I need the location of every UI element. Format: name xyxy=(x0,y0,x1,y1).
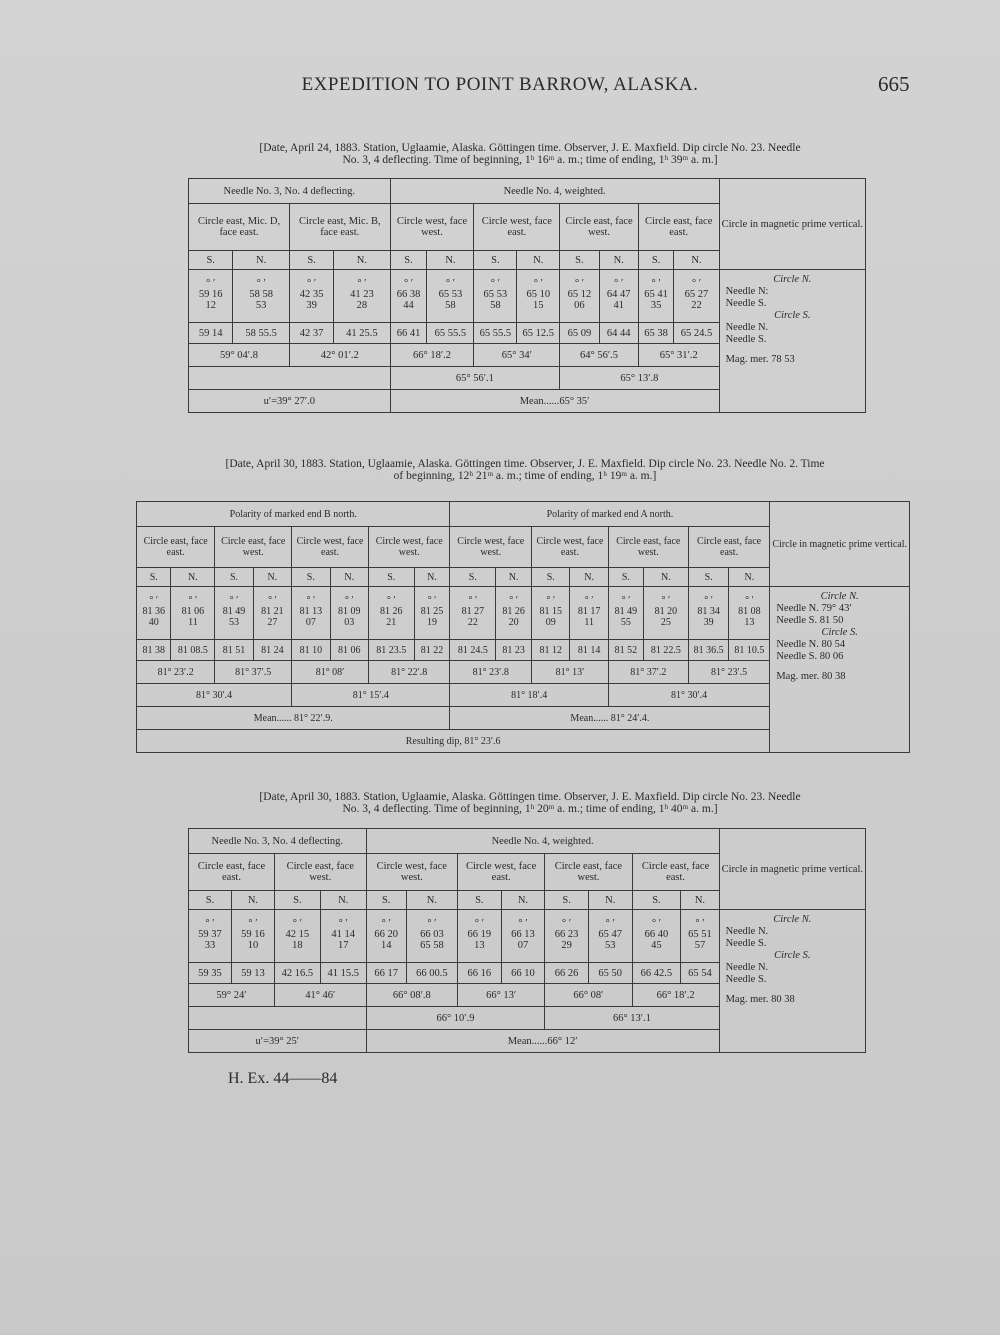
average-cell: 66 26 xyxy=(545,963,589,984)
sn-label: N. xyxy=(644,568,689,587)
sn-label: S. xyxy=(274,891,320,910)
average-cell: 66 10 xyxy=(501,963,545,984)
average-cell: 81 24.5 xyxy=(450,640,496,661)
deflection-angle: u′=39° 25′ xyxy=(189,1030,367,1053)
average-cell: 42 16.5 xyxy=(274,963,320,984)
reading-cell: ° ′ 65 12 06 xyxy=(560,270,599,323)
caption-line: [Date, April 24, 1883. Station, Uglaamie, Alaska. Göttingen time. Observer, J. E. Maxfield. Dip circle No. 23. Needle xyxy=(259,142,801,154)
average-cell: 64 44 xyxy=(599,323,638,344)
polarity-mean: Mean...... 81° 24′.4. xyxy=(450,707,770,730)
reading-cell: ° ′ 42 35 39 xyxy=(289,270,333,323)
sn-label: S. xyxy=(215,568,253,587)
quad-mean: 81° 30′.4 xyxy=(137,684,292,707)
circle-header: Circle west, face west. xyxy=(390,204,474,251)
average-cell: 81 08.5 xyxy=(171,640,215,661)
reading-cell: ° ′ 65 51 57 xyxy=(681,910,719,963)
sn-label: N. xyxy=(414,568,450,587)
reading-cell: ° ′ 81 21 27 xyxy=(253,587,291,640)
sn-label: S. xyxy=(137,568,171,587)
sn-label: S. xyxy=(292,568,330,587)
average-cell: 42 37 xyxy=(289,323,333,344)
sn-label: N. xyxy=(501,891,545,910)
reading-cell: ° ′ 81 15 09 xyxy=(532,587,570,640)
reading-cell: ° ′ 66 20 14 xyxy=(366,910,406,963)
sn-label: N. xyxy=(406,891,457,910)
caption-line: of beginning, 12ʰ 21ᵐ a. m.; time of ending, 1ʰ 19ᵐ a. m.] xyxy=(393,470,657,482)
overall-mean: Mean......66° 12′ xyxy=(366,1030,719,1053)
reading-cell: ° ′ 65 27 22 xyxy=(674,270,719,323)
circle-header: Circle east, face east. xyxy=(638,204,719,251)
sn-label: S. xyxy=(366,891,406,910)
reading-cell: ° ′ 66 13 07 xyxy=(501,910,545,963)
average-cell: 81 36.5 xyxy=(688,640,729,661)
average-cell: 81 14 xyxy=(570,640,608,661)
circle-header: Circle east, Mic. B, face east. xyxy=(289,204,390,251)
circle-header: Circle east, face west. xyxy=(560,204,639,251)
pair-mean: 66° 08′.8 xyxy=(366,984,457,1007)
reading-cell: ° ′ 65 10 15 xyxy=(517,270,560,323)
reading-cell: ° ′ 81 26 21 xyxy=(368,587,414,640)
average-cell: 65 55.5 xyxy=(427,323,474,344)
polarity-mean: Mean...... 81° 22′.9. xyxy=(137,707,450,730)
pair-mean: 81° 13′ xyxy=(532,661,609,684)
caption-line: [Date, April 30, 1883. Station, Uglaamie, Alaska. Göttingen time. Observer, J. E. Maxfield. Dip circle No. 23. Needle xyxy=(259,791,801,803)
dip-table-1 xyxy=(188,178,866,413)
circle-header: Circle west, face east. xyxy=(474,204,560,251)
reading-cell: ° ′ 59 16 12 xyxy=(189,270,233,323)
pair-mean: 59° 24′ xyxy=(189,984,275,1007)
reading-cell: ° ′ 58 58 53 xyxy=(233,270,290,323)
pair-mean: 81° 37′.2 xyxy=(608,661,688,684)
reading-cell: ° ′ 65 41 35 xyxy=(638,270,673,323)
sn-label: S. xyxy=(189,891,232,910)
sn-label: S. xyxy=(450,568,496,587)
table-3-caption xyxy=(185,791,875,815)
sn-label: S. xyxy=(632,891,681,910)
half-mean: 65° 56′.1 xyxy=(390,367,560,390)
half-mean: 66° 13′.1 xyxy=(545,1007,719,1030)
average-cell: 66 41 xyxy=(390,323,427,344)
group-header: Polarity of marked end A north. xyxy=(450,502,770,527)
side-header: Circle in magnetic prime vertical. xyxy=(719,829,865,910)
reading-cell: ° ′ 81 09 03 xyxy=(330,587,368,640)
pair-mean: 42° 01′.2 xyxy=(289,344,390,367)
reading-cell: ° ′ 81 26 20 xyxy=(496,587,532,640)
pair-mean: 81° 08′ xyxy=(292,661,369,684)
reading-cell: ° ′ 42 15 18 xyxy=(274,910,320,963)
circle-header: Circle east, face west. xyxy=(608,527,688,568)
circle-header: Circle west, face west. xyxy=(366,854,457,891)
pair-mean: 64° 56′.5 xyxy=(560,344,639,367)
overall-mean: Mean......65° 35′ xyxy=(390,390,719,413)
signature-line: H. Ex. 44——84 xyxy=(228,1070,338,1087)
quad-mean: 81° 15′.4 xyxy=(292,684,450,707)
reading-cell: ° ′ 66 03 65 58 xyxy=(406,910,457,963)
group-header: Needle No. 4, weighted. xyxy=(390,179,719,204)
reading-cell: ° ′ 41 23 28 xyxy=(334,270,390,323)
sn-label: N. xyxy=(253,568,291,587)
pair-mean: 66° 08′ xyxy=(545,984,632,1007)
average-cell: 81 22 xyxy=(414,640,450,661)
average-cell: 65 12.5 xyxy=(517,323,560,344)
dip-table-3 xyxy=(188,828,866,1053)
reading-cell: ° ′ 65 53 58 xyxy=(427,270,474,323)
reading-cell: ° ′ 64 47 41 xyxy=(599,270,638,323)
reading-cell: ° ′ 81 20 25 xyxy=(644,587,689,640)
pair-mean: 66° 13′ xyxy=(458,984,545,1007)
sn-label: S. xyxy=(390,251,427,270)
group-header: Needle No. 3, No. 4 deflecting. xyxy=(189,179,391,204)
pair-mean: 81° 23′.2 xyxy=(137,661,215,684)
sn-label: N. xyxy=(427,251,474,270)
pair-mean: 81° 23′.8 xyxy=(450,661,532,684)
average-cell: 66 17 xyxy=(366,963,406,984)
reading-cell: ° ′ 81 06 11 xyxy=(171,587,215,640)
sn-label: S. xyxy=(560,251,599,270)
sn-label: N. xyxy=(681,891,719,910)
pair-mean: 66° 18′.2 xyxy=(632,984,719,1007)
average-cell: 81 06 xyxy=(330,640,368,661)
average-cell: 41 25.5 xyxy=(334,323,390,344)
average-cell: 81 10.5 xyxy=(729,640,770,661)
group-header: Polarity of marked end B north. xyxy=(137,502,450,527)
average-cell: 66 16 xyxy=(458,963,502,984)
pair-mean: 81° 37′.5 xyxy=(215,661,292,684)
reading-cell: ° ′ 81 49 53 xyxy=(215,587,253,640)
caption-line: No. 3, 4 deflecting. Time of beginning, 1ʰ 20ᵐ a. m.; time of ending, 1ʰ 40ᵐ a. m.] xyxy=(342,803,718,815)
reading-cell: ° ′ 66 23 29 xyxy=(545,910,589,963)
sn-label: N. xyxy=(496,568,532,587)
average-cell: 81 22.5 xyxy=(644,640,689,661)
resulting-dip: Resulting dip, 81° 23′.6 xyxy=(137,730,770,753)
sn-label: S. xyxy=(368,568,414,587)
circle-header: Circle east, face west. xyxy=(545,854,632,891)
circle-header: Circle west, face east. xyxy=(292,527,369,568)
reading-cell: ° ′ 66 38 44 xyxy=(390,270,427,323)
sn-label: N. xyxy=(674,251,719,270)
average-cell: 65 09 xyxy=(560,323,599,344)
reading-cell: ° ′ 81 17 11 xyxy=(570,587,608,640)
reading-cell: ° ′ 81 36 40 xyxy=(137,587,171,640)
half-mean: 66° 10′.9 xyxy=(366,1007,545,1030)
sn-label: N. xyxy=(588,891,632,910)
reading-cell: ° ′ 41 14 17 xyxy=(320,910,366,963)
caption-line: No. 3, 4 deflecting. Time of beginning, 1ʰ 16ᵐ a. m.; time of ending, 1ʰ 39ᵐ a. m.] xyxy=(342,154,718,166)
running-title: EXPEDITION TO POINT BARROW, ALASKA. xyxy=(301,74,699,95)
sn-label: S. xyxy=(638,251,673,270)
reading-cell: ° ′ 81 08 13 xyxy=(729,587,770,640)
reading-cell: ° ′ 59 37 33 xyxy=(189,910,232,963)
reading-cell: ° ′ 65 47 53 xyxy=(588,910,632,963)
pair-mean: 65° 34′ xyxy=(474,344,560,367)
average-cell: 65 54 xyxy=(681,963,719,984)
reading-cell: ° ′ 66 19 13 xyxy=(458,910,502,963)
sn-label: N. xyxy=(171,568,215,587)
prime-vertical-readings: Circle N. Needle N. 79° 43′ Needle S. 81 50 Circle S. Needle N. 80 54 Needle S. 80 06 Mag. mer. 80 38 xyxy=(770,587,910,753)
dip-table-2 xyxy=(136,501,910,753)
side-header: Circle in magnetic prime vertical. xyxy=(719,179,865,270)
pair-mean: 81° 23′.5 xyxy=(688,661,770,684)
reading-cell: ° ′ 81 13 07 xyxy=(292,587,330,640)
sn-label: S. xyxy=(289,251,333,270)
average-cell: 81 23 xyxy=(496,640,532,661)
prime-vertical-readings: Circle N. Needle N: Needle S. Circle S. Needle N. Needle S. Mag. mer. 78 53 xyxy=(719,270,865,413)
circle-header: Circle east, face east. xyxy=(137,527,215,568)
sn-label: S. xyxy=(189,251,233,270)
half-mean: 65° 13′.8 xyxy=(560,367,719,390)
reading-cell: ° ′ 81 27 22 xyxy=(450,587,496,640)
sn-label: N. xyxy=(729,568,770,587)
pair-mean: 66° 18′.2 xyxy=(390,344,474,367)
pair-mean: 59° 04′.8 xyxy=(189,344,290,367)
sn-label: N. xyxy=(330,568,368,587)
circle-header: Circle east, face east. xyxy=(632,854,719,891)
sn-label: N. xyxy=(599,251,638,270)
average-cell: 41 15.5 xyxy=(320,963,366,984)
average-cell: 81 52 xyxy=(608,640,643,661)
circle-header: Circle east, face east. xyxy=(688,527,770,568)
average-cell: 66 00.5 xyxy=(406,963,457,984)
blank-cell xyxy=(189,1007,367,1030)
circle-header: Circle west, face west. xyxy=(368,527,450,568)
pair-mean: 81° 22′.8 xyxy=(368,661,450,684)
average-cell: 58 55.5 xyxy=(233,323,290,344)
sn-label: N. xyxy=(320,891,366,910)
average-cell: 81 23.5 xyxy=(368,640,414,661)
reading-cell: ° ′ 81 34 39 xyxy=(688,587,729,640)
table-2-caption xyxy=(135,458,915,482)
average-cell: 65 50 xyxy=(588,963,632,984)
circle-header: Circle west, face west. xyxy=(450,527,532,568)
sn-label: S. xyxy=(474,251,517,270)
pair-mean: 41° 46′ xyxy=(274,984,366,1007)
circle-header: Circle east, Mic. D, face east. xyxy=(189,204,290,251)
sn-label: S. xyxy=(688,568,729,587)
reading-cell: ° ′ 65 53 58 xyxy=(474,270,517,323)
group-header: Needle No. 4, weighted. xyxy=(366,829,719,854)
reading-cell: ° ′ 66 40 45 xyxy=(632,910,681,963)
sn-label: N. xyxy=(334,251,390,270)
reading-cell: ° ′ 59 16 10 xyxy=(231,910,274,963)
sn-label: N. xyxy=(233,251,290,270)
page-number: 665 xyxy=(878,72,910,96)
average-cell: 66 42.5 xyxy=(632,963,681,984)
average-cell: 65 55.5 xyxy=(474,323,517,344)
sn-label: N. xyxy=(517,251,560,270)
group-header: Needle No. 3, No. 4 deflecting. xyxy=(189,829,367,854)
average-cell: 81 12 xyxy=(532,640,570,661)
quad-mean: 81° 30′.4 xyxy=(608,684,769,707)
average-cell: 81 24 xyxy=(253,640,291,661)
side-header: Circle in magnetic prime vertical. xyxy=(770,502,910,587)
sn-label: N. xyxy=(570,568,608,587)
reading-cell: ° ′ 81 25 19 xyxy=(414,587,450,640)
circle-header: Circle east, face east. xyxy=(189,854,275,891)
caption-line: [Date, April 30, 1883. Station, Uglaamie, Alaska. Göttingen time. Observer, J. E. Maxfield. Dip circle No. 23. Needle No. 2. Time xyxy=(225,458,825,470)
sn-label: S. xyxy=(458,891,502,910)
average-cell: 59 14 xyxy=(189,323,233,344)
sn-label: S. xyxy=(532,568,570,587)
deflection-angle: u′=39° 27′.0 xyxy=(189,390,391,413)
quad-mean: 81° 18′.4 xyxy=(450,684,608,707)
reading-cell: ° ′ 81 49 55 xyxy=(608,587,643,640)
sn-label: S. xyxy=(545,891,589,910)
sn-label: S. xyxy=(608,568,643,587)
average-cell: 59 35 xyxy=(189,963,232,984)
average-cell: 81 38 xyxy=(137,640,171,661)
prime-vertical-readings: Circle N. Needle N. Needle S. Circle S. Needle N. Needle S. Mag. mer. 80 38 xyxy=(719,910,865,1053)
circle-header: Circle west, face east. xyxy=(532,527,609,568)
sn-label: N. xyxy=(231,891,274,910)
circle-header: Circle east, face west. xyxy=(274,854,366,891)
average-cell: 59 13 xyxy=(231,963,274,984)
pair-mean: 65° 31′.2 xyxy=(638,344,719,367)
average-cell: 65 24.5 xyxy=(674,323,719,344)
table-1-caption xyxy=(185,142,875,166)
circle-header: Circle west, face east. xyxy=(458,854,545,891)
average-cell: 81 51 xyxy=(215,640,253,661)
circle-header: Circle east, face west. xyxy=(215,527,292,568)
average-cell: 81 10 xyxy=(292,640,330,661)
blank-cell xyxy=(189,367,391,390)
average-cell: 65 38 xyxy=(638,323,673,344)
